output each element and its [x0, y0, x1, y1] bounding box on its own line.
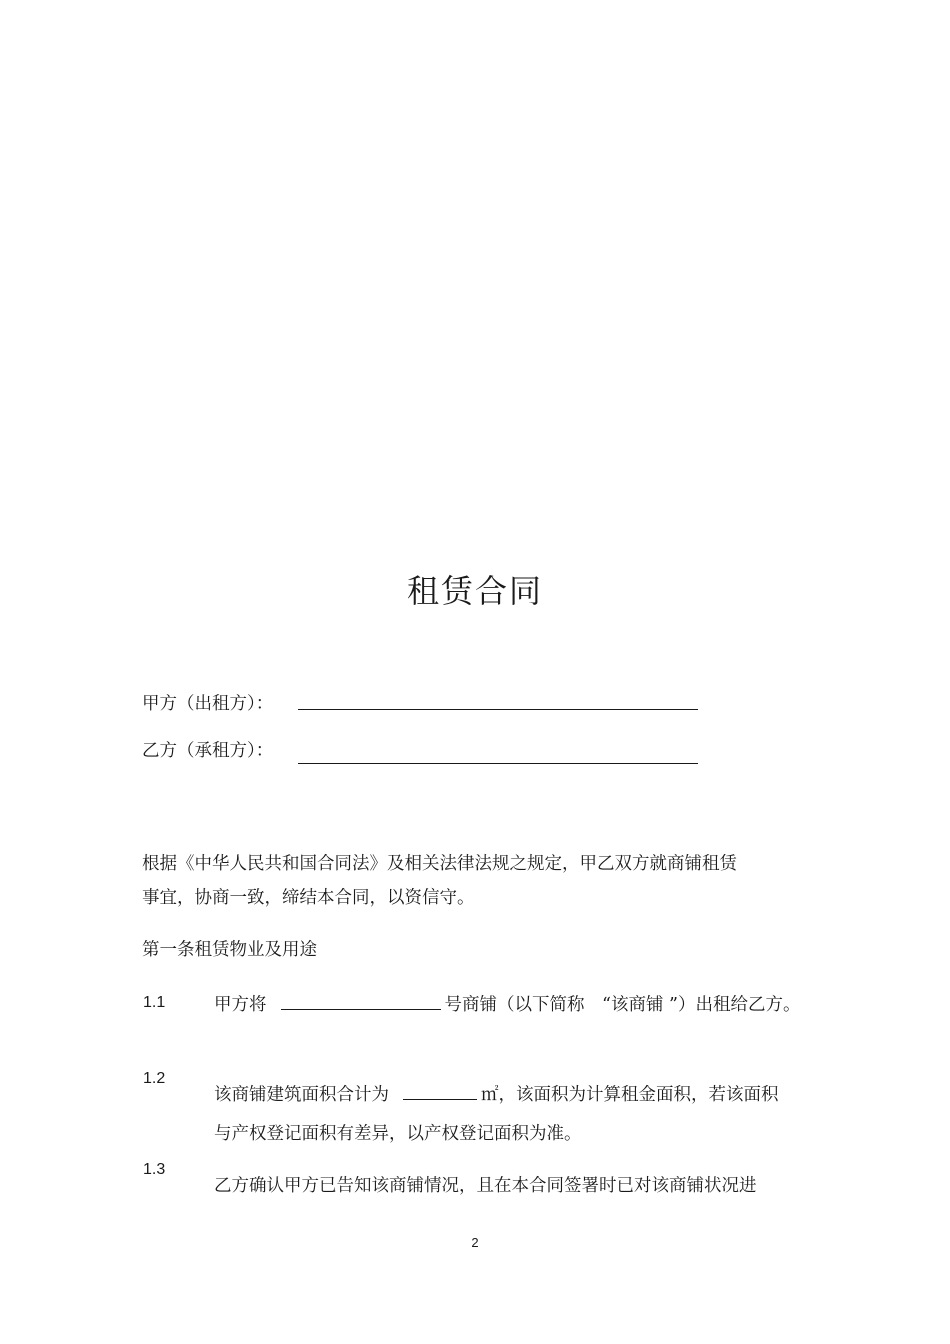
- clause-1-2-after-blank: ㎡，该面积为计算租金面积，若该面积: [481, 1085, 779, 1105]
- clause-1-3-text: 乙方确认甲方已告知该商铺情况，且在本合同签署时已对该商铺状况进: [214, 1176, 757, 1196]
- clause-1-2-blank-line: [403, 1098, 477, 1100]
- clause-1-1-after-blank: 号商铺（以下简称 “该商铺 ”）出租给乙方。: [444, 995, 801, 1015]
- clause-1-1-before-blank: 甲方将: [214, 995, 267, 1015]
- party-a-blank-line: [298, 709, 698, 710]
- clause-1-2-line-2: 与产权登记面积有差异，以产权登记面积为准。: [214, 1124, 582, 1144]
- clause-1-1-blank-line: [281, 1008, 441, 1010]
- clause-number: 1.1: [143, 994, 166, 1011]
- clause-1-2-line-1: [214, 1081, 779, 1106]
- party-b-blank-line: [298, 763, 698, 764]
- party-b-label: 乙方（承租方）：: [142, 741, 274, 761]
- preamble-line-2: 事宜，协商一致，缔结本合同，以资信守。: [142, 888, 475, 908]
- clause-1-2-before-blank: 该商铺建筑面积合计为: [214, 1085, 389, 1105]
- party-a-label: 甲方（出租方）：: [142, 694, 274, 714]
- clause-1-1-text: [214, 991, 800, 1016]
- article-1-heading: 第一条租赁物业及用途: [142, 940, 317, 960]
- document-title: 租赁合同: [406, 572, 543, 610]
- clause-number: 1.3: [143, 1161, 166, 1178]
- page-number: 2: [471, 1235, 479, 1250]
- clause-number: 1.2: [143, 1070, 166, 1087]
- preamble-line-1: 根据《中华人民共和国合同法》及相关法律法规之规定，甲乙双方就商铺租赁: [142, 854, 737, 874]
